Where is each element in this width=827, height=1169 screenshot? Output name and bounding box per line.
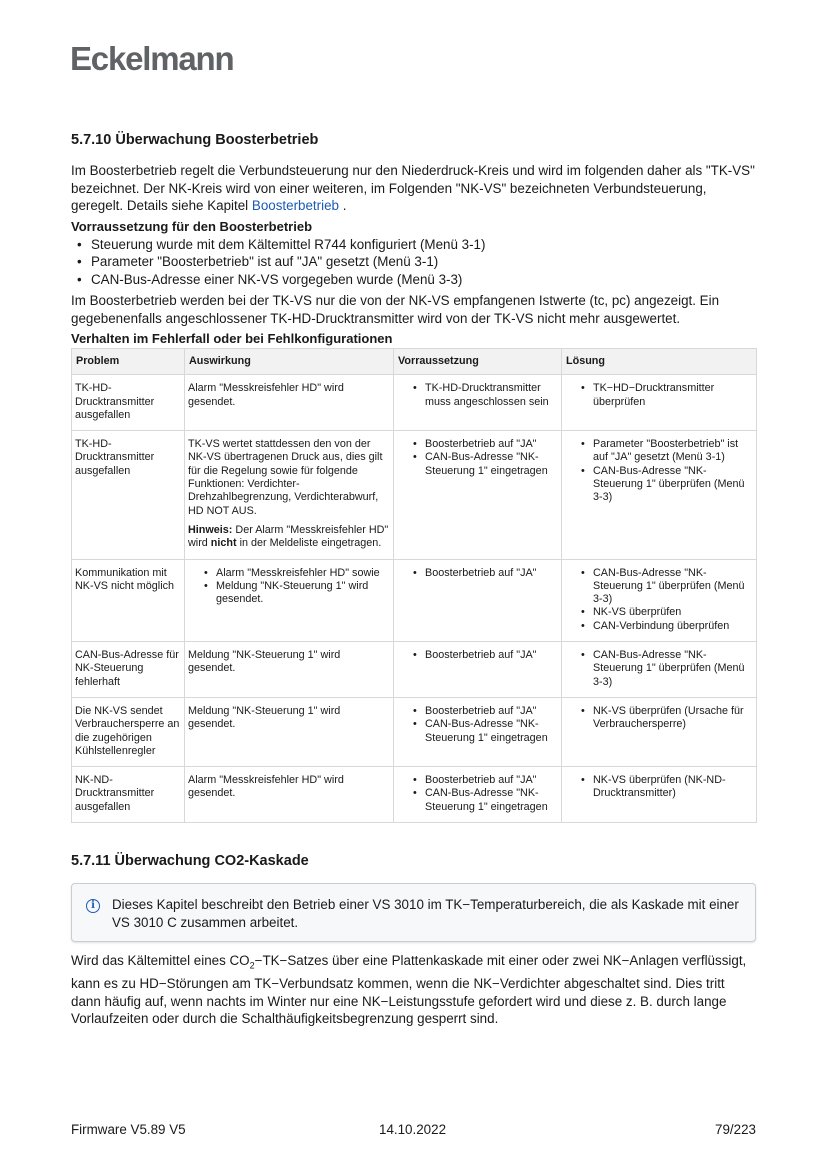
cell-text: Meldung "NK-Steuerung 1" wird gesendet.	[188, 704, 341, 731]
table-cell	[562, 697, 757, 766]
list-item: • CAN-Bus-Adresse "NK-Steuerung 1" eingetragen	[425, 451, 558, 478]
table-header-row	[72, 349, 757, 375]
column-header: Auswirkung	[185, 349, 394, 375]
cell-text: CAN-Bus-Adresse für NK-Steuerung fehlerhaft	[75, 649, 179, 688]
table-cell	[562, 375, 757, 431]
list-item: • CAN-Bus-Adresse einer NK-VS vorgegeben wurde (Menü 3-3)	[91, 271, 756, 289]
column-header: Lösung	[562, 349, 757, 375]
cell-text: Alarm "Messkreisfehler HD" wird gesendet.	[188, 774, 344, 800]
error-table	[71, 348, 757, 823]
list-item: • CAN-Bus-Adresse "NK-Steuerung 1" eingetragen	[425, 787, 558, 814]
page-content	[71, 132, 756, 1032]
list-item: • NK-VS überprüfen	[593, 606, 753, 619]
boosterbetrieb-link[interactable]: Boosterbetrieb	[251, 198, 339, 213]
cell-list	[565, 567, 753, 633]
cell-text: TK-HD-Drucktransmitter ausgefallen	[75, 438, 155, 477]
table-cell	[394, 559, 562, 641]
table-heading: Verhalten im Fehlerfall oder bei Fehlkonfigurationen	[71, 331, 393, 346]
cell-text: NK-ND-Drucktransmitter ausgefallen	[75, 774, 155, 813]
list-item: • Meldung "NK-Steuerung 1" wird gesendet.	[216, 580, 390, 607]
table-cell	[394, 697, 562, 766]
table-cell	[562, 642, 757, 698]
cell-list	[565, 438, 753, 504]
list-item: • Alarm "Messkreisfehler HD" sowie	[216, 567, 390, 580]
cell-list	[397, 774, 558, 814]
text: Wird das Kältemittel eines CO	[71, 953, 250, 969]
cell-list	[397, 382, 558, 409]
cell-list	[397, 705, 558, 745]
intro-end: .	[338, 198, 347, 213]
list-item: • Boosterbetrieb auf "JA"	[425, 567, 558, 580]
cell-list	[565, 649, 753, 689]
eckelmann-logo: Eckelmann	[70, 40, 234, 77]
table-row	[72, 767, 757, 823]
note-text: Dieses Kapitel beschreibt den Betrieb einer VS 3010 im TK−Temperaturbereich, die als Kaskade mit einer VS 3010 C zusammen arbeitet.	[112, 897, 739, 930]
table-row	[72, 642, 757, 698]
list-item: • Steuerung wurde mit dem Kältemittel R744 konfiguriert (Menü 3-1)	[91, 236, 756, 254]
list-item: • TK−HD−Drucktransmitter überprüfen	[593, 382, 753, 409]
table-cell	[72, 431, 185, 559]
list-item: • CAN-Bus-Adresse "NK-Steuerung 1" überprüfen (Menü 3-3)	[593, 567, 753, 607]
table-row	[72, 431, 757, 559]
prereq-list	[71, 236, 756, 289]
list-item: • CAN-Bus-Adresse "NK-Steuerung 1" eingetragen	[425, 718, 558, 745]
list-item: • CAN-Bus-Adresse "NK-Steuerung 1" überprüfen (Menü 3-3)	[593, 649, 753, 689]
paragraph	[71, 952, 756, 1028]
cell-text: Kommunikation mit NK-VS nicht möglich	[75, 566, 175, 592]
table-cell	[72, 767, 185, 823]
table-cell	[394, 375, 562, 431]
paragraph: Im Boosterbetrieb werden bei der TK-VS nur die von der NK-VS empfangenen Istwerte (tc, pc) angezeigt. Ein gegebenenfalls angeschlossener TK-HD-Drucktransmitter wird von der TK-VS nicht mehr ausgewertet.	[71, 293, 720, 326]
table-row	[72, 559, 757, 641]
cell-text: Die NK-VS sendet Verbrauchersperre an die zugehörigen Kühlstellenregler	[75, 704, 180, 757]
cell-list	[565, 382, 753, 409]
list-item: • Parameter "Boosterbetrieb" ist auf "JA" gesetzt (Menü 3-1)	[91, 253, 756, 271]
cell-list	[397, 438, 558, 478]
section-heading: 5.7.11 Überwachung CO2-Kaskade	[71, 853, 309, 870]
page-number: 79/223	[715, 1122, 756, 1137]
table-cell	[72, 697, 185, 766]
text: −TK−Satzes über eine Plattenkaskade mit einer oder zwei NK−Anlagen verflüssigt, kann es zu HD−Störungen am TK−Verbundsatz kommen, wenn die NK−Verdichter abgeschaltet sind. Dies tritt dann häufig auf, wenn nachts im Winter nur eine NK−Leistungsstufe gefordert wird und diese z. B. durch lange Vorlaufzeiten oder durch die Schalthäufigkeitsbegrenzung gesperrt sind.	[71, 953, 747, 1027]
table-cell	[185, 375, 394, 431]
note-emphasis: nicht	[210, 537, 237, 550]
cell-list	[397, 649, 558, 662]
list-item: • NK-VS überprüfen (Ursache für Verbrauchersperre)	[593, 705, 753, 732]
table-cell	[185, 431, 394, 559]
table-cell	[394, 767, 562, 823]
date: 14.10.2022	[379, 1122, 447, 1137]
note-text: Der Alarm "Messkreisfehler HD" wird	[188, 523, 389, 550]
list-item: • CAN-Bus-Adresse "NK-Steuerung 1" überprüfen (Menü 3-3)	[593, 465, 753, 505]
table-row	[72, 697, 757, 766]
cell-text: TK-HD-Drucktransmitter ausgefallen	[75, 382, 155, 421]
list-item: • CAN-Verbindung überprüfen	[593, 620, 753, 633]
list-item: • Boosterbetrieb auf "JA"	[425, 705, 558, 718]
firmware-version: Firmware V5.89 V5	[71, 1122, 186, 1137]
cell-text: Meldung "NK-Steuerung 1" wird gesendet.	[188, 649, 341, 675]
table-cell	[562, 431, 757, 559]
list-item: • Boosterbetrieb auf "JA"	[425, 438, 558, 451]
table-cell	[185, 642, 394, 698]
list-item: • Boosterbetrieb auf "JA"	[425, 774, 558, 787]
column-header: Problem	[72, 349, 185, 375]
list-item: • Parameter "Boosterbetrieb" ist auf "JA" gesetzt (Menü 3-1)	[593, 438, 753, 465]
cell-list	[565, 774, 753, 801]
table-cell	[394, 431, 562, 559]
table-cell	[185, 559, 394, 641]
table-cell	[562, 767, 757, 823]
table-cell	[72, 559, 185, 641]
table-cell	[394, 642, 562, 698]
table-row	[72, 375, 757, 431]
table-cell	[185, 697, 394, 766]
intro-text: Im Boosterbetrieb regelt die Verbundsteuerung nur den Niederdruck-Kreis und wird im folgenden daher als "TK-VS" bezeichnet. Der NK-Kreis wird von einer weiteren, im Folgenden "NK-VS" bezeichneten Verbundsteuerung, geregelt. Details siehe Kapitel	[71, 163, 755, 213]
cell-list	[565, 705, 753, 732]
note-text: in der Meldeliste eingetragen.	[236, 537, 382, 550]
intro-paragraph	[71, 162, 756, 215]
column-header: Vorraussetzung	[394, 349, 562, 375]
table-cell	[185, 767, 394, 823]
cell-text: Alarm "Messkreisfehler HD" wird gesendet.	[188, 382, 344, 408]
cell-list	[188, 567, 390, 607]
cell-text: TK-VS wertet stattdessen den von der NK-VS übertragenen Druck aus, dies gilt für die Regelung sowie für folgende Funktionen: Verdichter-Drehzahlbegrenzung, Verdichterabwurf, HD NOT AUS.	[188, 438, 383, 517]
cell-list	[397, 567, 558, 580]
table-cell	[72, 642, 185, 698]
cell-note	[188, 524, 390, 551]
note-label: Hinweis:	[188, 523, 233, 536]
info-note	[71, 883, 756, 942]
info-icon: i	[86, 899, 100, 913]
list-item: • TK-HD-Drucktransmitter muss angeschlossen sein	[425, 382, 558, 409]
section-heading: 5.7.10 Überwachung Boosterbetrieb	[71, 132, 319, 148]
list-item: • NK-VS überprüfen (NK-ND-Drucktransmitter)	[593, 774, 753, 801]
prereq-heading: Vorraussetzung für den Boosterbetrieb	[71, 218, 313, 234]
table-cell	[562, 559, 757, 641]
list-item: • Boosterbetrieb auf "JA"	[425, 649, 558, 662]
subscript: 2	[249, 960, 255, 971]
table-cell	[72, 375, 185, 431]
